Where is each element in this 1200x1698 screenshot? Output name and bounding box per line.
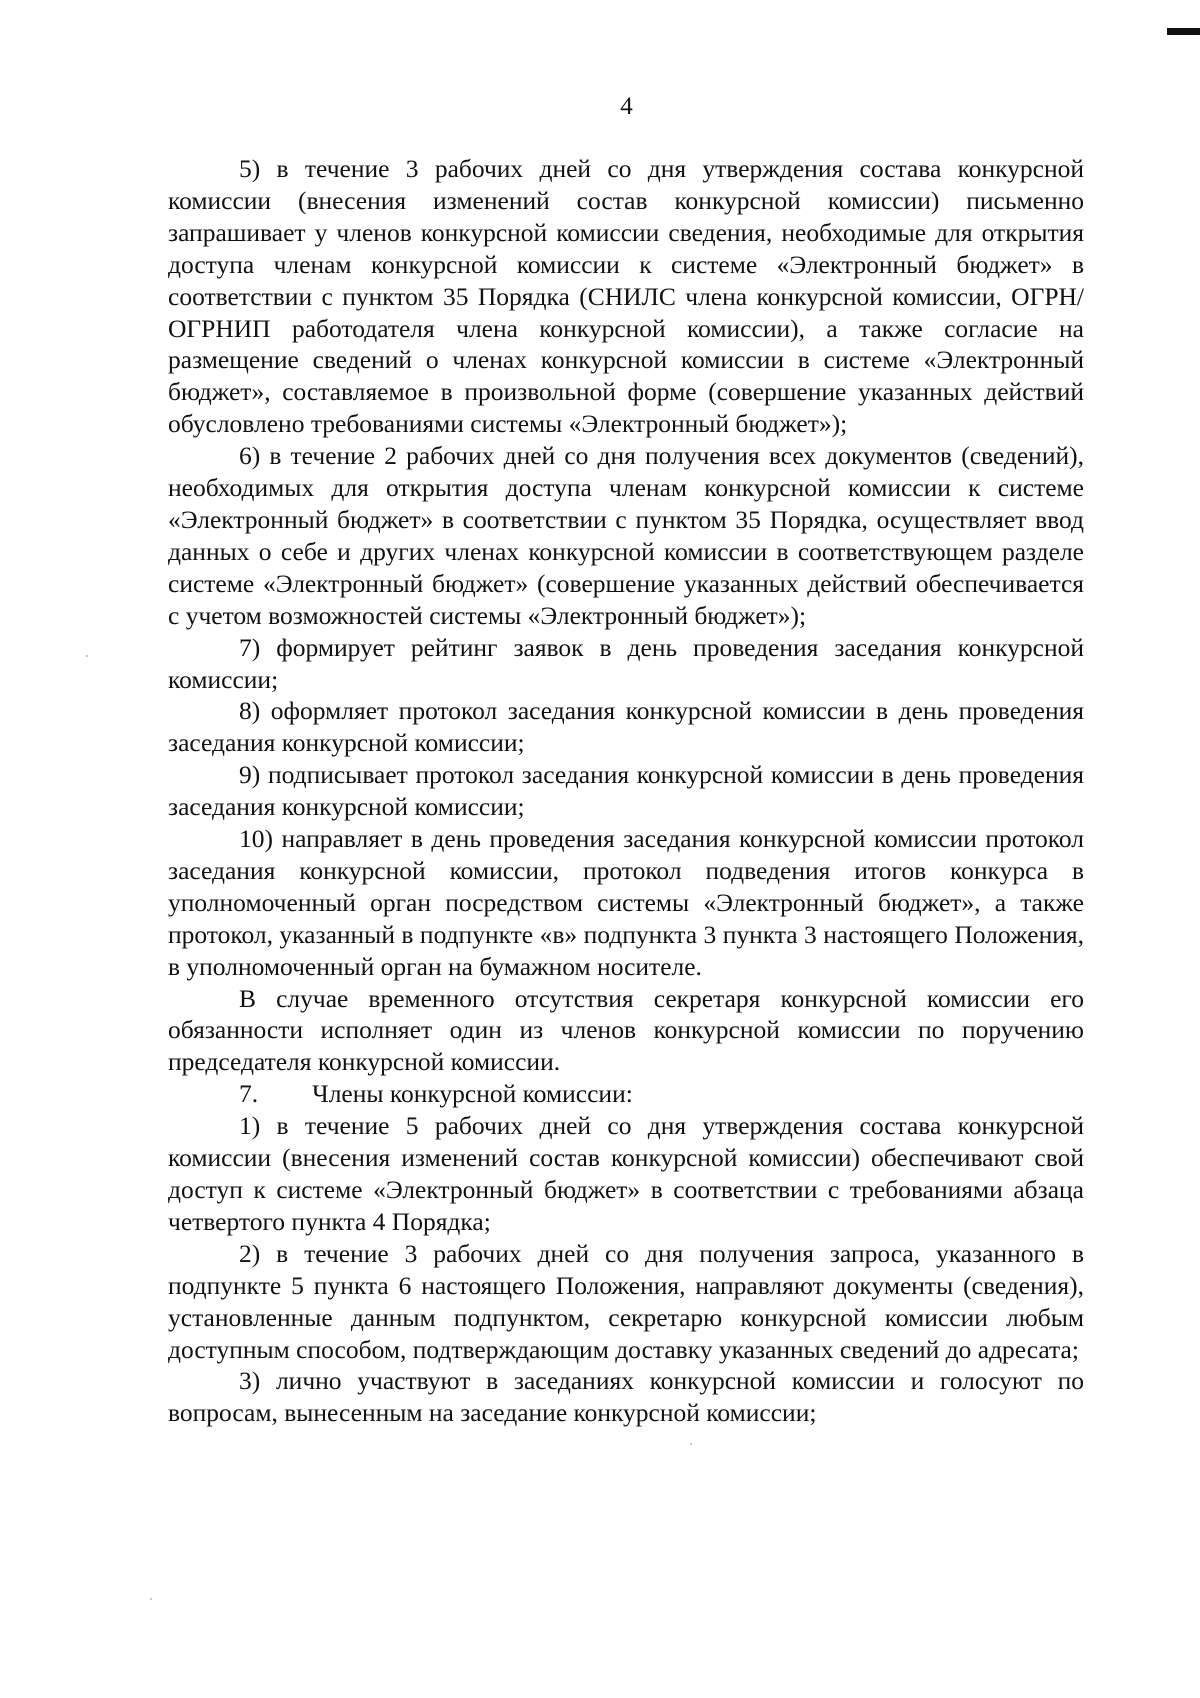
section-7-number: 7. xyxy=(239,1079,259,1109)
page-number: 4 xyxy=(620,93,633,120)
document-body xyxy=(168,153,1084,1429)
paragraph-item-10: 10) направляет в день проведения заседания конкурсной комиссии протокол заседания конкурсной комиссии, протокол подведения итогов конкурса в уполномоченный орган посредством системы «Электронный бюджет», а также протокол, указанный в подпункте «в» подпункта 3 пункта 3 настоящего Положения, в уполномоченный орган на бумажном носителе. xyxy=(168,824,1084,981)
members-item-3: 3) лично участвуют в заседаниях конкурсной комиссии и голосуют по вопросам, вынесенным на заседание конкурсной комиссии; xyxy=(168,1366,1084,1428)
section-7-heading xyxy=(168,1078,1084,1110)
paragraph-item-9: 9) подписывает протокол заседания конкурсной комиссии в день проведения заседания конкурсной комиссии; xyxy=(168,760,1084,822)
section-7-title: Члены конкурсной комиссии: xyxy=(312,1079,633,1109)
paragraph-item-5: 5) в течение 3 рабочих дней со дня утверждения состава конкурсной комиссии (внесения изменений состав конкурсной комиссии) письменно запрашивает у членов конкурсной комиссии сведения, необходимые для открытия доступа членам конкурсной комиссии к системе «Электронный бюджет» в соответствии с пунктом 35 Порядка (СНИЛС члена конкурсной комиссии, ОГРН/ОГРНИП работодателя члена конкурсной комиссии), а также согласие на размещение сведений о членах конкурсной комиссии в системе «Электронный бюджет», составляемое в произвольной форме (совершение указанных действий обусловлено требованиями системы «Электронный бюджет»); xyxy=(168,154,1084,439)
paragraph-item-7: 7) формирует рейтинг заявок в день проведения заседания конкурсной комиссии; xyxy=(168,632,1084,694)
scan-speck xyxy=(690,1443,692,1445)
scan-edge-mark xyxy=(1167,28,1200,35)
members-item-2: 2) в течение 3 рабочих дней со дня получения запроса, указанного в подпункте 5 пункта 6 настоящего Положения, направляют документы (сведения), установленные данным подпунктом, секретарю конкурсной комиссии любым доступным способом, подтверждающим доставку указанных сведений до адресата; xyxy=(168,1238,1084,1364)
scan-speck xyxy=(150,1598,152,1600)
members-item-1: 1) в течение 5 рабочих дней со дня утверждения состава конкурсной комиссии (внесения изменений состав конкурсной комиссии) обеспечивают свой доступ к системе «Электронный бюджет» в соответствии с требованиями абзаца четвертого пункта 4 Порядка; xyxy=(168,1111,1084,1236)
scan-speck xyxy=(86,655,88,657)
paragraph-item-8: 8) оформляет протокол заседания конкурсной комиссии в день проведения заседания конкурсной комиссии; xyxy=(168,696,1084,758)
paragraph-item-6: 6) в течение 2 рабочих дней со дня получения всех документов (сведений), необходимых для открытия доступа членам конкурсной комиссии к системе «Электронный бюджет» в соответствии с пунктом 35 Порядка, осуществляет ввод данных о себе и других членах конкурсной комиссии в соответствующем разделе системе «Электронный бюджет» (совершение указанных действий обеспечивается с учетом возможностей системы «Электронный бюджет»); xyxy=(168,441,1084,630)
paragraph-secretary-absence: В случае временного отсутствия секретаря конкурсной комиссии его обязанности исполняет один из членов конкурсной комиссии по поручению председателя конкурсной комиссии. xyxy=(168,983,1084,1077)
